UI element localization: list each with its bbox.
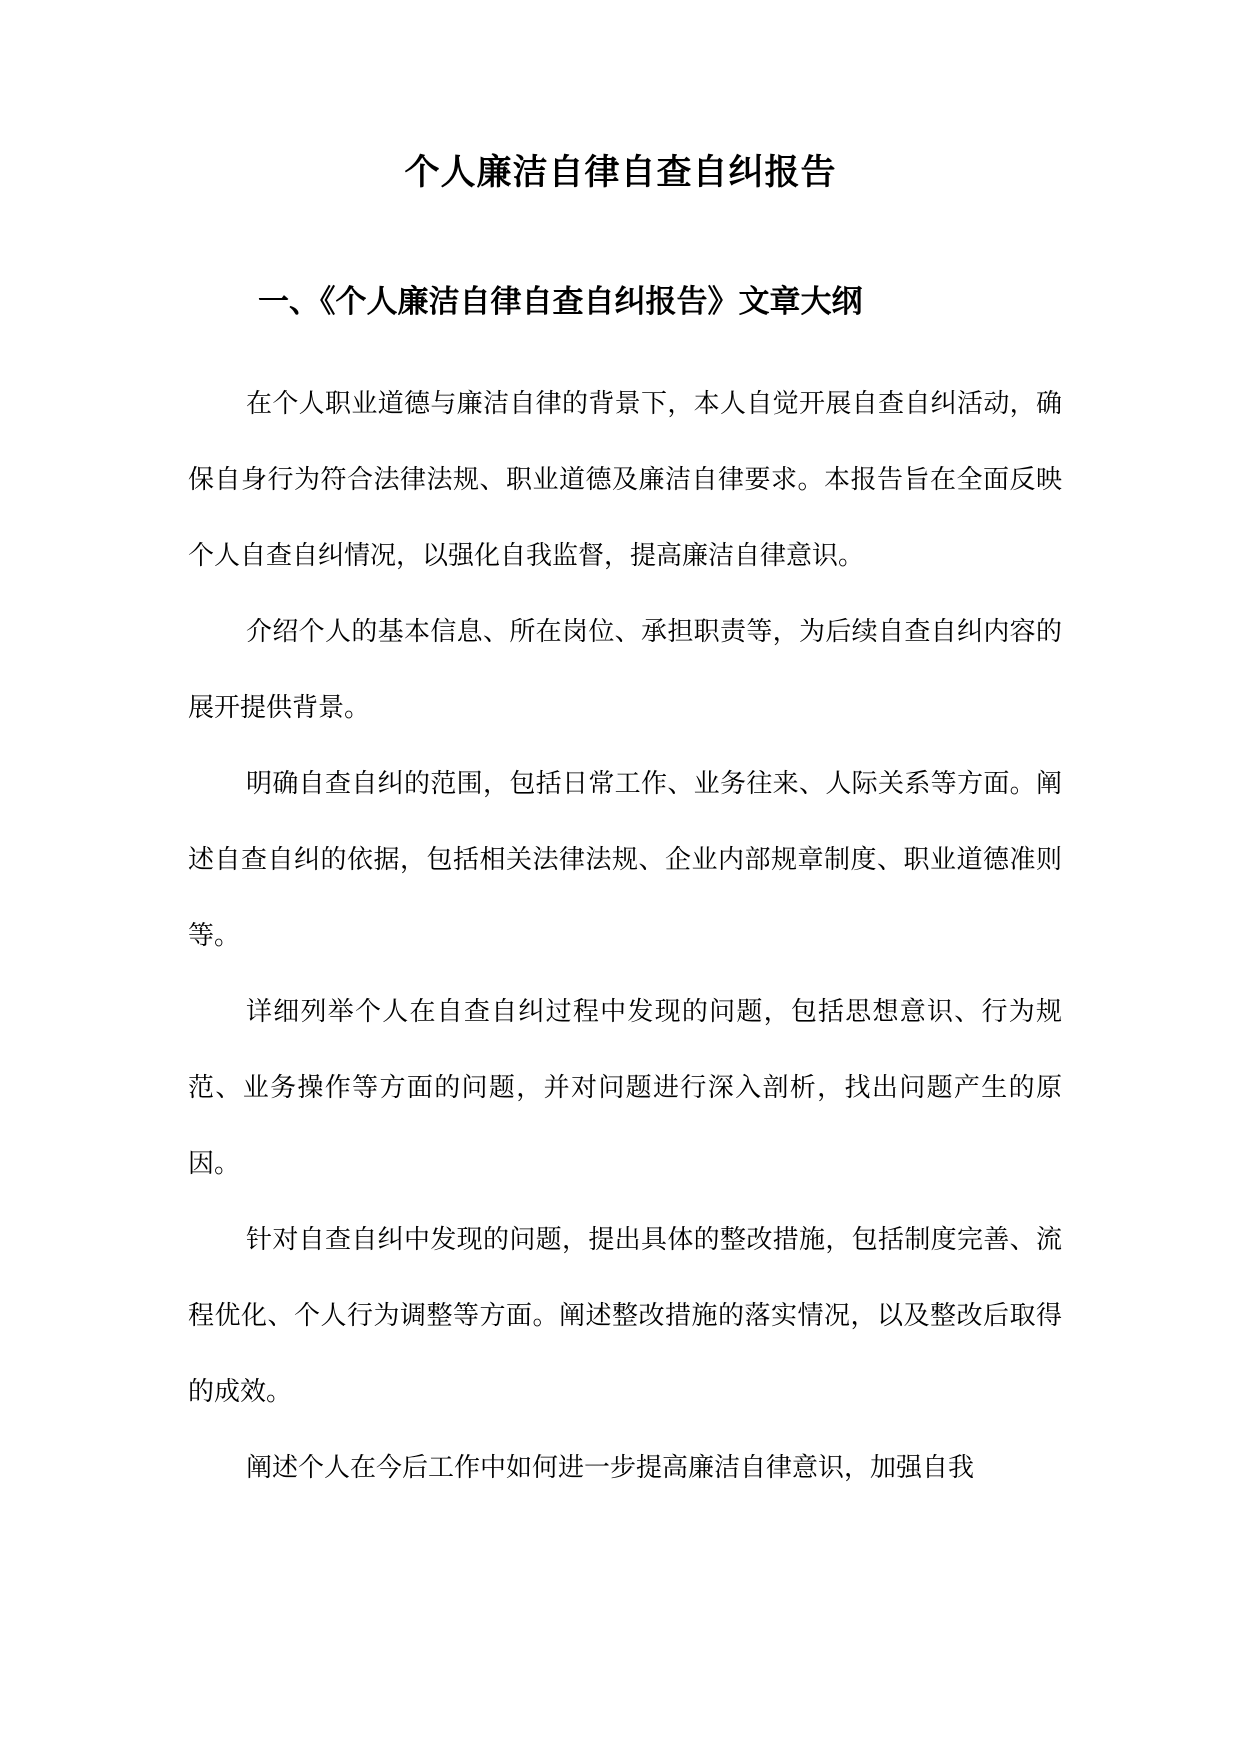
paragraph-future-plans: 阐述个人在今后工作中如何进一步提高廉洁自律意识，加强自我: [246, 1453, 975, 1483]
paragraph-scope-basis: 明确自查自纠的范围，包括日常工作、业务往来、人际关系等方面。阐述自查自纠的依据，包括相关法律法规、企业内部规章制度、职业道德准则等。: [188, 769, 1062, 951]
section-heading: 一、《个人廉洁自律自查自纠报告》文章大纲: [258, 284, 863, 320]
paragraph-problems: 详细列举个人在自查自纠过程中发现的问题，包括思想意识、行为规范、业务操作等方面的问题，并对问题进行深入剖析，找出问题产生的原因。: [188, 997, 1062, 1179]
paragraph-background: 在个人职业道德与廉洁自律的背景下，本人自觉开展自查自纠活动，确保自身行为符合法律法规、职业道德及廉洁自律要求。本报告旨在全面反映个人自查自纠情况，以强化自我监督，提高廉洁自律意识。: [188, 389, 1062, 571]
document-body: [188, 366, 1062, 1506]
document-title: 个人廉洁自律自查自纠报告: [404, 152, 837, 193]
paragraph-personal-info: 介绍个人的基本信息、所在岗位、承担职责等，为后续自查自纠内容的展开提供背景。: [188, 617, 1062, 723]
paragraph-rectification: 针对自查自纠中发现的问题，提出具体的整改措施，包括制度完善、流程优化、个人行为调整等方面。阐述整改措施的落实情况，以及整改后取得的成效。: [188, 1225, 1062, 1407]
